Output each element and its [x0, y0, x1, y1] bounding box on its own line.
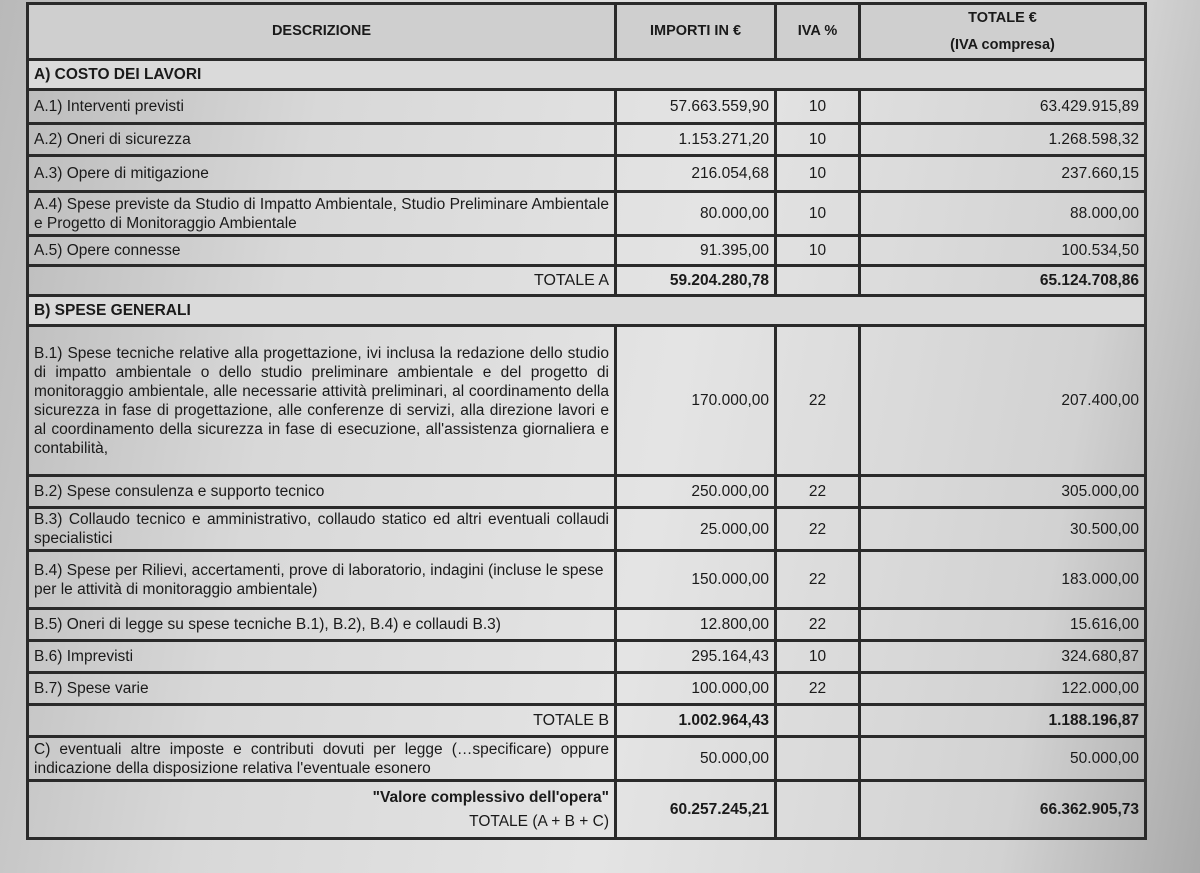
grand-total-importo: 60.257.245,21 — [616, 781, 776, 839]
row-totale: 207.400,00 — [860, 326, 1146, 476]
grand-total-label-line1: "Valore complessivo dell'opera" — [372, 788, 609, 806]
row-importo: 25.000,00 — [616, 508, 776, 551]
section-c-iva-empty — [776, 737, 860, 781]
row-description: B.6) Imprevisti — [28, 641, 616, 673]
row-importo: 91.395,00 — [616, 236, 776, 266]
row-iva: 10 — [776, 90, 860, 124]
table-row — [28, 90, 1146, 124]
grand-total-totale: 66.362.905,73 — [860, 781, 1146, 839]
total-a-iva-empty — [776, 266, 860, 296]
table-row — [28, 476, 1146, 508]
grand-total-label — [28, 781, 616, 839]
row-totale: 122.000,00 — [860, 673, 1146, 705]
row-description: B.7) Spese varie — [28, 673, 616, 705]
row-totale: 88.000,00 — [860, 192, 1146, 236]
section-b-title: B) SPESE GENERALI — [28, 296, 1146, 326]
row-iva: 10 — [776, 192, 860, 236]
row-totale: 1.268.598,32 — [860, 124, 1146, 156]
row-totale: 15.616,00 — [860, 609, 1146, 641]
header-row — [28, 4, 1146, 60]
table-row — [28, 641, 1146, 673]
row-iva: 10 — [776, 236, 860, 266]
row-iva: 22 — [776, 551, 860, 609]
row-totale: 305.000,00 — [860, 476, 1146, 508]
row-description: B.1) Spese tecniche relative alla progettazione, ivi inclusa la redazione dello studio di impatto ambientale o dello studio preliminare ambientale e del progetto di monitoraggio ambientale, alle necessarie attività preliminari, al coordinamento della sicurezza in fase di progettazione, alle conferenze di servizi, alla direzione lavori e al coordinamento della sicurezza in fase di esecuzione, all'assistenza giornaliera e contabilità, — [28, 326, 616, 476]
table-row — [28, 124, 1146, 156]
header-iva: IVA % — [776, 4, 860, 60]
grand-total-row — [28, 781, 1146, 839]
header-importi: IMPORTI IN € — [616, 4, 776, 60]
row-importo: 250.000,00 — [616, 476, 776, 508]
row-description: B.5) Oneri di legge su spese tecniche B.1), B.2), B.4) e collaudi B.3) — [28, 609, 616, 641]
section-a-title: A) COSTO DEI LAVORI — [28, 60, 1146, 90]
total-a-label: TOTALE A — [28, 266, 616, 296]
row-description: B.4) Spese per Rilievi, accertamenti, prove di laboratorio, indagini (incluse le spese per le attività di monitoraggio ambientale) — [28, 551, 616, 609]
total-a-totale: 65.124.708,86 — [860, 266, 1146, 296]
row-totale: 324.680,87 — [860, 641, 1146, 673]
row-totale: 237.660,15 — [860, 156, 1146, 192]
header-descrizione: DESCRIZIONE — [28, 4, 616, 60]
total-b-totale: 1.188.196,87 — [860, 705, 1146, 737]
row-description: B.3) Collaudo tecnico e amministrativo, collaudo statico ed altri eventuali collaudi specialistici — [28, 508, 616, 551]
cost-table — [26, 2, 1147, 840]
table-row — [28, 609, 1146, 641]
row-totale: 63.429.915,89 — [860, 90, 1146, 124]
row-iva: 22 — [776, 609, 860, 641]
total-b-importo: 1.002.964,43 — [616, 705, 776, 737]
row-description: A.3) Opere di mitigazione — [28, 156, 616, 192]
table-row — [28, 673, 1146, 705]
row-iva: 22 — [776, 476, 860, 508]
table-row — [28, 508, 1146, 551]
row-importo: 150.000,00 — [616, 551, 776, 609]
row-iva: 22 — [776, 508, 860, 551]
total-b-row — [28, 705, 1146, 737]
row-importo: 170.000,00 — [616, 326, 776, 476]
row-iva: 22 — [776, 326, 860, 476]
row-importo: 1.153.271,20 — [616, 124, 776, 156]
table-row — [28, 551, 1146, 609]
row-importo: 295.164,43 — [616, 641, 776, 673]
total-b-label: TOTALE B — [28, 705, 616, 737]
table-row — [28, 192, 1146, 236]
section-c-totale: 50.000,00 — [860, 737, 1146, 781]
row-importo: 57.663.559,90 — [616, 90, 776, 124]
row-importo: 216.054,68 — [616, 156, 776, 192]
row-description: A.4) Spese previste da Studio di Impatto Ambientale, Studio Preliminare Ambientale e Progetto di Monitoraggio Ambientale — [28, 192, 616, 236]
row-iva: 10 — [776, 641, 860, 673]
grand-total-iva-empty — [776, 781, 860, 839]
row-description: A.5) Opere connesse — [28, 236, 616, 266]
total-b-iva-empty — [776, 705, 860, 737]
header-totale — [860, 4, 1146, 60]
total-a-importo: 59.204.280,78 — [616, 266, 776, 296]
row-description: B.2) Spese consulenza e supporto tecnico — [28, 476, 616, 508]
row-iva: 22 — [776, 673, 860, 705]
row-importo: 80.000,00 — [616, 192, 776, 236]
row-totale: 100.534,50 — [860, 236, 1146, 266]
row-iva: 10 — [776, 156, 860, 192]
grand-total-label-line2: TOTALE (A + B + C) — [469, 812, 609, 830]
section-b-title-row — [28, 296, 1146, 326]
row-totale: 30.500,00 — [860, 508, 1146, 551]
section-c-importo: 50.000,00 — [616, 737, 776, 781]
table-row — [28, 156, 1146, 192]
section-c-row — [28, 737, 1146, 781]
row-totale: 183.000,00 — [860, 551, 1146, 609]
table-row — [28, 326, 1146, 476]
row-importo: 100.000,00 — [616, 673, 776, 705]
row-iva: 10 — [776, 124, 860, 156]
section-a-title-row — [28, 60, 1146, 90]
total-a-row — [28, 266, 1146, 296]
row-importo: 12.800,00 — [616, 609, 776, 641]
header-totale-line1: TOTALE € — [968, 9, 1037, 26]
section-c-description: C) eventuali altre imposte e contributi dovuti per legge (…specificare) oppure indicazione della disposizione relativa l'eventuale esonero — [28, 737, 616, 781]
header-totale-line2: (IVA compresa) — [950, 36, 1055, 53]
row-description: A.2) Oneri di sicurezza — [28, 124, 616, 156]
row-description: A.1) Interventi previsti — [28, 90, 616, 124]
table-row — [28, 236, 1146, 266]
